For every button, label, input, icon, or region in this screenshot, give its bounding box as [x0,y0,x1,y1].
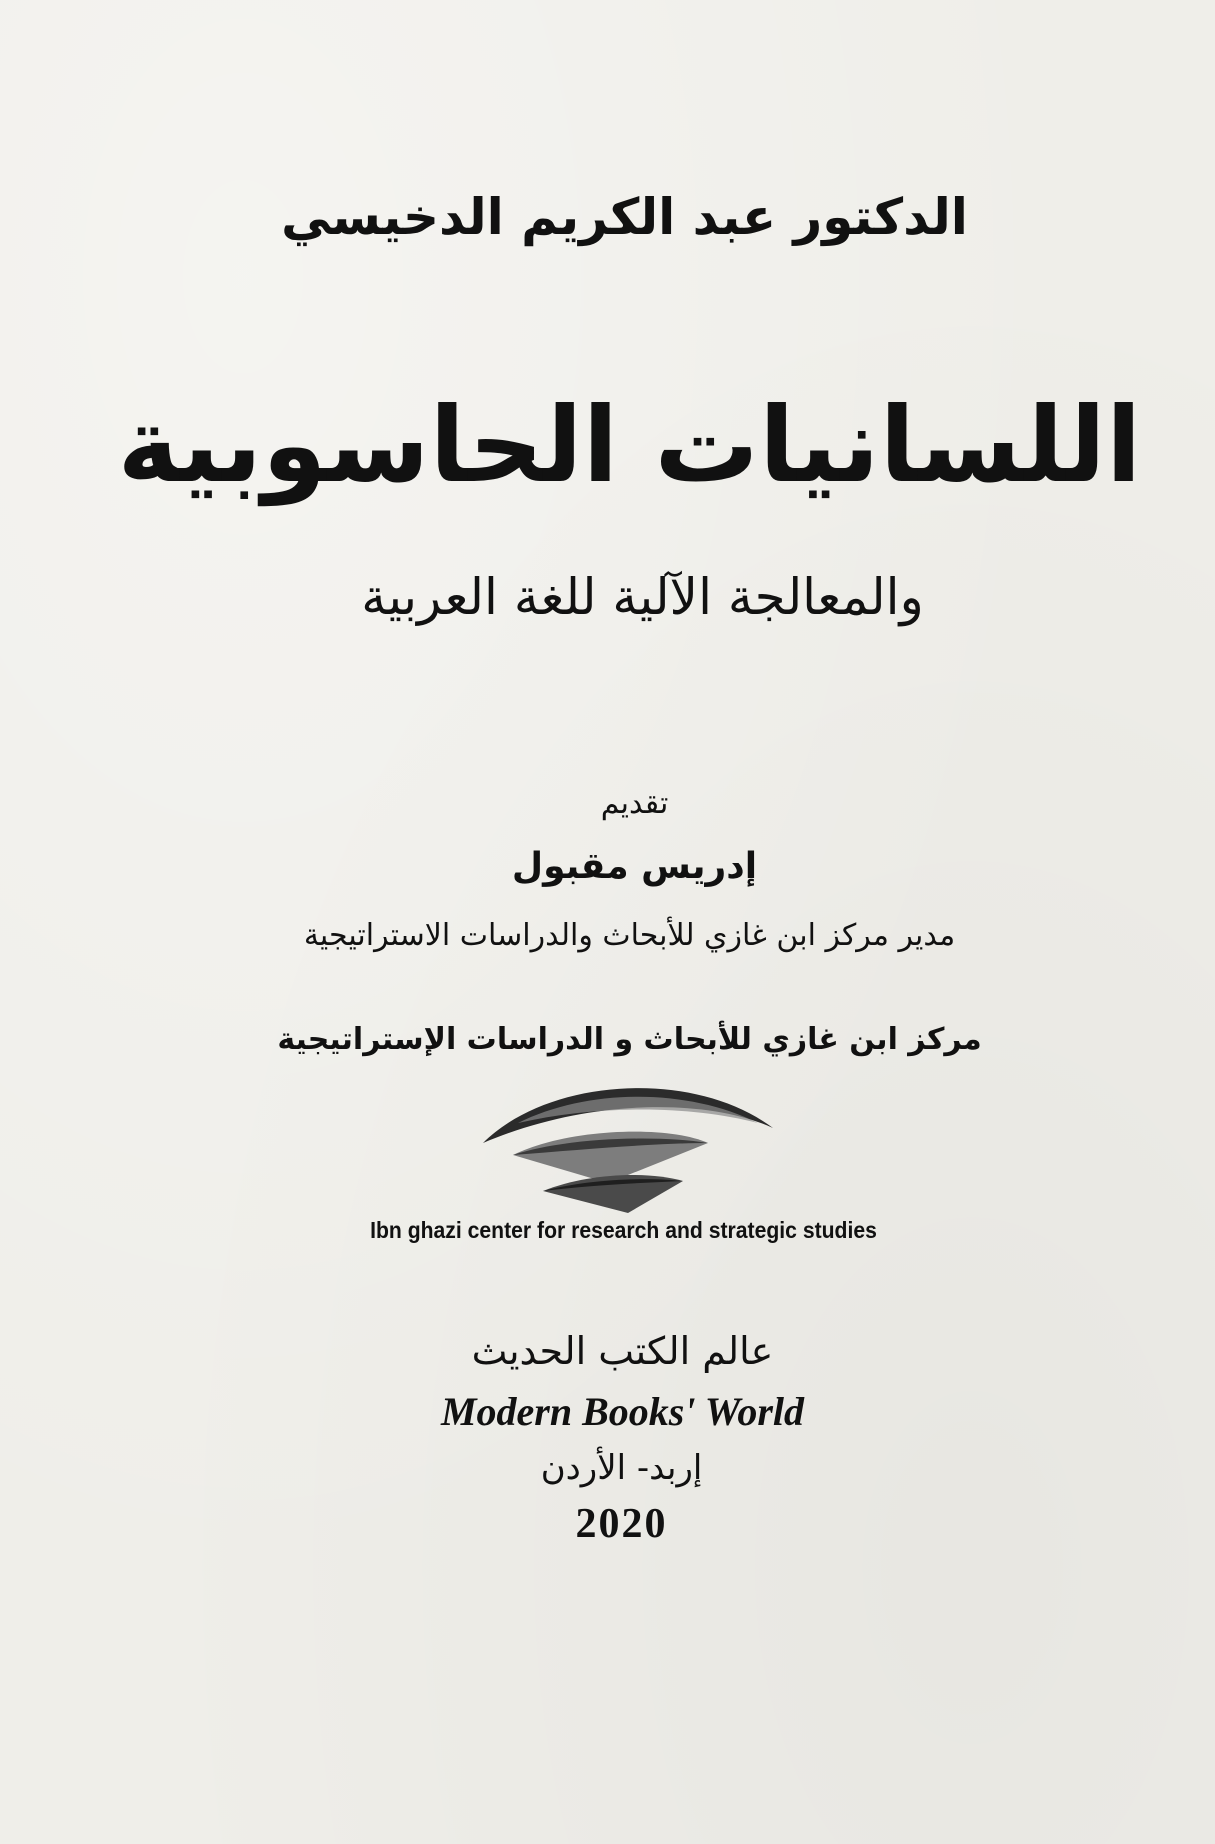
book-subtitle: والمعالجة الآلية للغة العربية [361,568,924,626]
book-title: اللسانيات الحاسوبية [117,384,1142,506]
presenter-role: مدير مركز ابن غازي للأبحاث والدراسات الاستراتيجية [303,918,956,953]
publisher-name-english: Modern Books' World [440,1389,805,1434]
publisher-city: إربد- الأردن [540,1448,703,1488]
publication-year: 2020 [575,1501,668,1547]
publisher-name-arabic: عالم الكتب الحديث [471,1329,774,1373]
presenter-name: إدريس مقبول [511,846,758,887]
center-name-english: Ibn ghazi center for research and strategic studies [370,1217,877,1243]
center-name-arabic: مركز ابن غازي للأبحاث و الدراسات الإستراتيجية [277,1022,982,1057]
ibn-ghazi-center-logo-icon [478,1073,778,1213]
introduction-label: تقديم [600,786,669,821]
author-name: الدكتور عبد الكريم الدخيسي [281,188,968,246]
